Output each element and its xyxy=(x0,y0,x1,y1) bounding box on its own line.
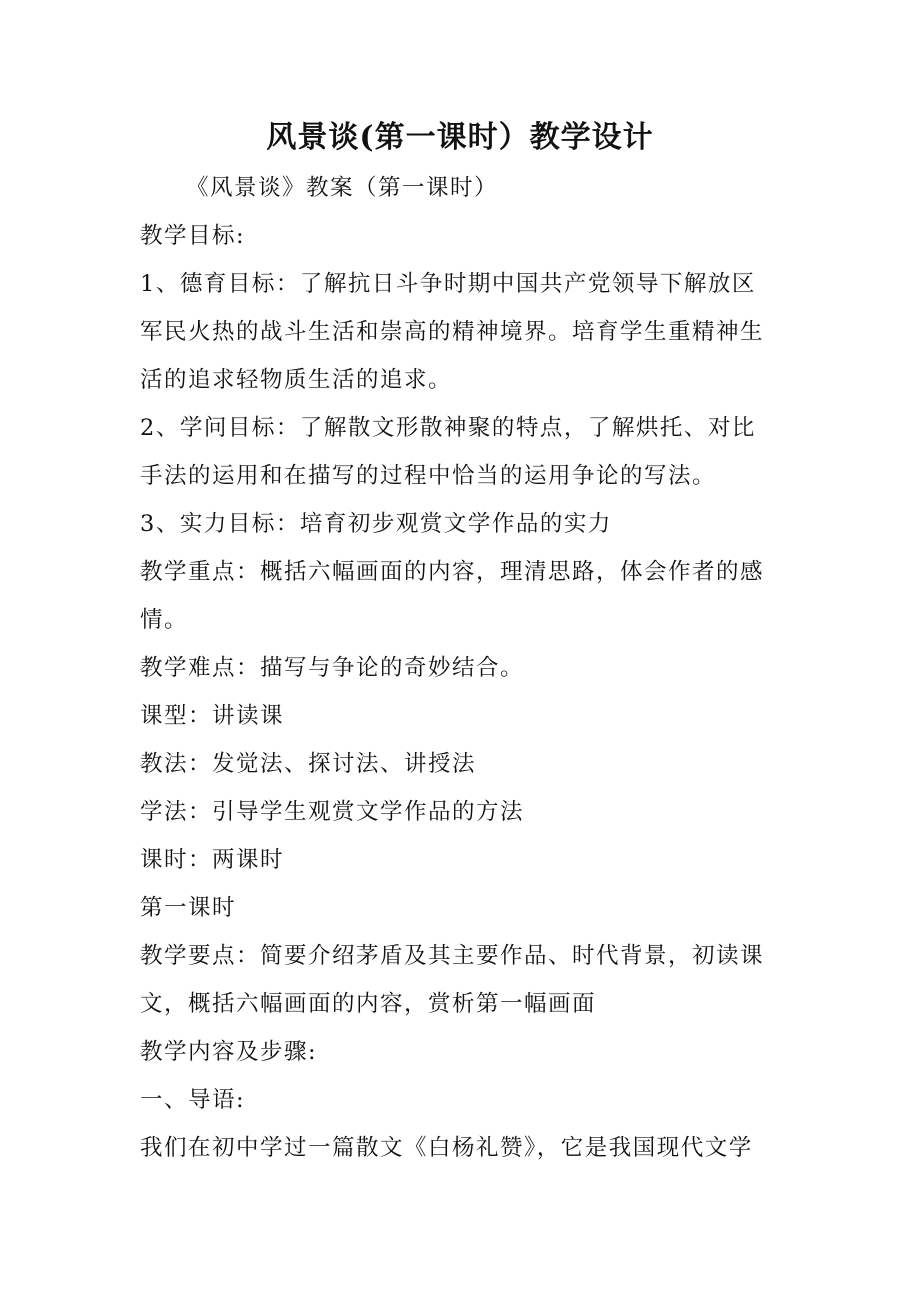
document-title: 风景谈(第一课时）教学设计 xyxy=(266,120,654,155)
text-line: 军民火热的战斗生活和崇高的精神境界。培育学生重精神生 xyxy=(140,319,765,345)
text-line: 课时：两课时 xyxy=(140,847,285,873)
text-line: 文，概括六幅画面的内容，赏析第一幅画面 xyxy=(140,991,597,1017)
document-subtitle: 《风景谈》教案（第一课时） xyxy=(186,175,499,201)
text-line: 3、实力目标：培育初步观赏文学作品的实力 xyxy=(140,511,612,537)
text-line: 情。 xyxy=(140,607,189,633)
text-line: 活的追求轻物质生活的追求。 xyxy=(140,367,453,393)
text-line: 教法：发觉法、探讨法、讲授法 xyxy=(140,751,477,777)
text-line: 教学重点：概括六幅画面的内容，理清思路，体会作者的感 xyxy=(140,559,765,585)
text-line: 教学难点：描写与争论的奇妙结合。 xyxy=(140,655,525,681)
text-line: 1、德育目标：了解抗日斗争时期中国共产党领导下解放区 xyxy=(140,271,756,297)
text-line: 第一课时 xyxy=(140,895,237,921)
text-line: 教学内容及步骤: xyxy=(140,1039,318,1065)
text-line: 一、导语: xyxy=(140,1087,246,1113)
text-line: 教学目标: xyxy=(140,223,246,249)
text-line: 学法：引导学生观赏文学作品的方法 xyxy=(140,799,525,825)
text-line: 课型：讲读课 xyxy=(140,703,285,729)
text-line: 我们在初中学过一篇散文《白杨礼赞》，它是我国现代文学 xyxy=(140,1135,753,1161)
text-line: 2、学问目标：了解散文形散神聚的特点，了解烘托、对比 xyxy=(140,415,756,441)
text-line: 教学要点：简要介绍茅盾及其主要作品、时代背景，初读课 xyxy=(140,943,765,969)
text-line: 手法的运用和在描写的过程中恰当的运用争论的写法。 xyxy=(140,463,717,489)
